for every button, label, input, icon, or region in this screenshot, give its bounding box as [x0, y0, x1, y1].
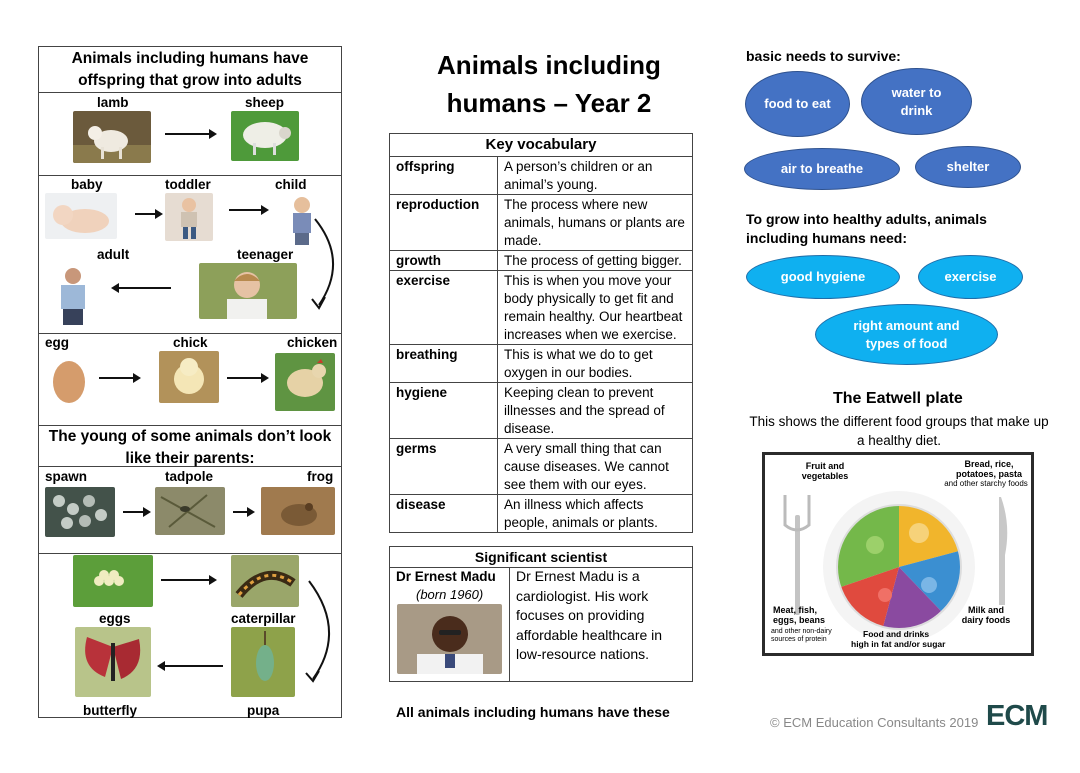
chick-image: [159, 351, 219, 403]
basic-needs-heading: basic needs to survive:: [746, 48, 901, 64]
child-label: child: [275, 177, 307, 192]
label-meat-sub: and other non-dairy sources of protein: [771, 628, 832, 643]
lamb-sheep-section: [39, 93, 341, 176]
spawn-label: spawn: [45, 469, 88, 484]
vocab-term: exercise: [390, 271, 498, 345]
life-cycles-panel: [38, 46, 342, 718]
adult-image: [53, 265, 93, 325]
sheep-label: sheep: [245, 95, 285, 110]
label-bread-sub: and other starchy foods: [944, 479, 1028, 488]
need-shelter: shelter: [915, 146, 1021, 188]
table-row: [390, 195, 693, 251]
vocab-term: hygiene: [390, 383, 498, 439]
arrow-eggs-caterpillar: [161, 579, 215, 581]
arrow-caterpillar-pupa: [303, 577, 343, 685]
toddler-label: toddler: [165, 177, 211, 192]
ecm-logo: ECM: [986, 700, 1048, 732]
baby-image: [45, 193, 117, 239]
chicken-section: [39, 333, 341, 426]
arrow-egg-chick: [99, 377, 139, 379]
teenager-image: [199, 263, 297, 319]
arrow-spawn-tadpole: [123, 511, 149, 513]
grow-food: right amount and types of food: [815, 304, 998, 365]
table-row: [390, 495, 693, 533]
need-water: water to drink: [861, 68, 972, 135]
eatwell-description: This shows the different food groups that make up a healthy diet.: [749, 414, 1049, 448]
significant-scientist-box: [389, 546, 693, 682]
eggs-image: [73, 555, 153, 607]
table-row: [390, 383, 693, 439]
egg-label: egg: [45, 335, 70, 350]
label-bread: Bread, rice, potatoes, pasta: [955, 459, 1022, 479]
sheep-image: [231, 111, 299, 161]
vocab-term: growth: [390, 251, 498, 271]
vocab-caption: Key vocabulary: [390, 134, 693, 157]
lamb-image: [73, 111, 151, 163]
scientist-photo: [397, 604, 502, 674]
arrow-lamb-sheep: [165, 133, 215, 135]
copyright: © ECM Education Consultants 2019: [770, 715, 979, 730]
arrow-teenager-adult: [113, 287, 171, 289]
label-drinks: Food and drinks: [863, 629, 930, 639]
butterfly-label: butterfly: [83, 703, 137, 718]
vocab-definition: This is when you move your body physically to get fit and remain healthy. Our heartbeat increases when we exercise.: [498, 271, 693, 345]
vocab-definition: An illness which affects people, animals or plants.: [498, 495, 693, 533]
vocab-definition: A person’s children or an animal’s young.: [498, 157, 693, 195]
table-row: [390, 251, 693, 271]
arrow-pupa-butterfly: [159, 665, 223, 667]
table-row: [390, 345, 693, 383]
vocab-definition: The process where new animals, humans or plants are made.: [498, 195, 693, 251]
scientist-born: (born 1960): [416, 587, 484, 602]
pupa-label: pupa: [247, 703, 280, 718]
title-line-1: Animals including: [437, 50, 661, 80]
need-air: air to breathe: [744, 148, 900, 190]
grow-hygiene: good hygiene: [746, 255, 900, 299]
label-fruit-veg: Fruit and vegetables: [801, 461, 849, 481]
section-title-young: The young of some animals don’t look like their parents:: [39, 425, 341, 467]
page-title: [390, 46, 708, 122]
arrow-toddler-child: [229, 209, 267, 211]
pupa-image: [231, 627, 295, 697]
lamb-label: lamb: [97, 95, 129, 110]
section-title-offspring: Animals including humans have offspring that grow into adults: [39, 47, 341, 93]
grow-exercise: exercise: [918, 255, 1023, 299]
arrow-chick-chicken: [227, 377, 267, 379]
vocab-term: offspring: [390, 157, 498, 195]
chick-label: chick: [173, 335, 208, 350]
vocab-term: breathing: [390, 345, 498, 383]
grow-heading: To grow into healthy adults, animals including humans need:: [746, 211, 987, 246]
spawn-image: [45, 487, 115, 537]
chicken-label: chicken: [287, 335, 338, 350]
key-vocabulary-table: [389, 133, 693, 533]
table-row: [390, 271, 693, 345]
baby-label: baby: [71, 177, 103, 192]
scientist-divider: [509, 567, 510, 681]
scientist-heading: Significant scientist: [390, 547, 692, 568]
tadpole-image: [155, 487, 225, 535]
butterfly-image: [75, 627, 151, 697]
teenager-label: teenager: [237, 247, 294, 262]
label-milk: Milk and dairy foods: [961, 605, 1011, 625]
vocab-definition: Keeping clean to prevent illnesses and the spread of disease.: [498, 383, 693, 439]
vocab-term: germs: [390, 439, 498, 495]
caterpillar-label: caterpillar: [231, 611, 296, 626]
need-food: food to eat: [745, 71, 850, 137]
adult-label: adult: [97, 247, 130, 262]
frog-image: [261, 487, 335, 535]
tadpole-label: tadpole: [165, 469, 214, 484]
vocab-definition: This is what we do to get oxygen in our bodies.: [498, 345, 693, 383]
eatwell-title: The Eatwell plate: [833, 390, 963, 407]
butterfly-section: [39, 553, 341, 719]
eggs-label: eggs: [99, 611, 131, 626]
label-meat: Meat, fish, eggs, beans: [773, 605, 826, 625]
title-line-2: humans – Year 2: [446, 88, 652, 118]
arrow-tadpole-frog: [233, 511, 253, 513]
table-row: [390, 157, 693, 195]
eatwell-plate-figure: [762, 452, 1034, 656]
basic-needs-intro: All animals including humans have these: [396, 704, 670, 720]
human-growth-section: [39, 175, 341, 334]
arrow-child-teenager: [309, 215, 345, 311]
chicken-image: [275, 353, 335, 411]
vocab-definition: The process of getting bigger.: [498, 251, 693, 271]
toddler-image: [165, 193, 213, 241]
vocab-term: disease: [390, 495, 498, 533]
scientist-bio: Dr Ernest Madu is a cardiologist. His work focuses on providing affordable healthcare in low-resource nations.: [516, 568, 663, 662]
vocab-term: reproduction: [390, 195, 498, 251]
scientist-name: Dr Ernest Madu: [396, 569, 496, 584]
table-row: [390, 439, 693, 495]
vocab-definition: A very small thing that can cause diseases. We cannot see them with our eyes.: [498, 439, 693, 495]
frog-label: frog: [307, 469, 334, 484]
egg-image: [51, 357, 87, 405]
frog-section: [39, 467, 341, 554]
label-drinks-sub: high in fat and/or sugar: [851, 639, 946, 649]
arrow-baby-toddler: [135, 213, 161, 215]
caterpillar-image: [231, 555, 299, 607]
